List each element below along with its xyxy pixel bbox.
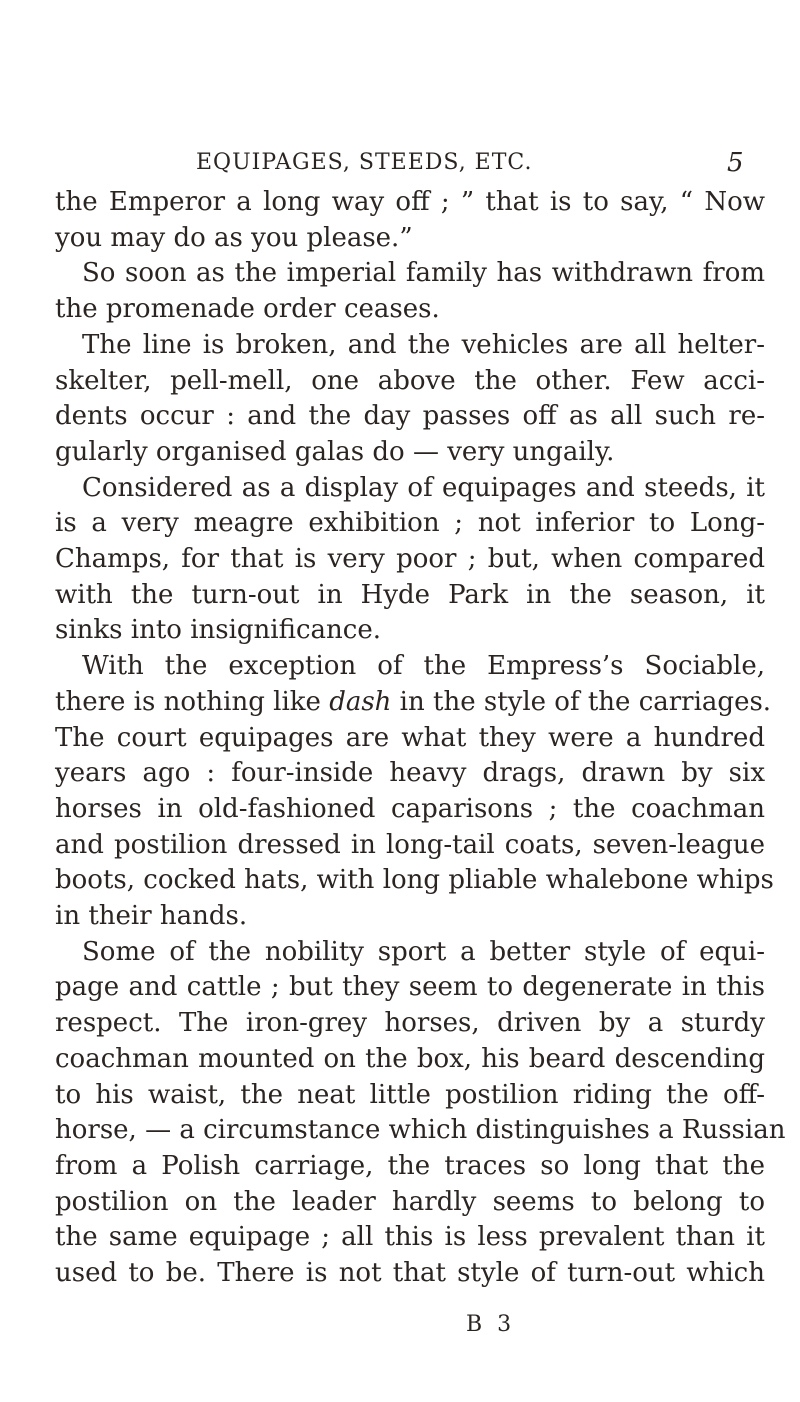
text-line: with the turn-out in Hyde Park in the season, it — [55, 579, 765, 610]
text-line: boots, cocked hats, with long pliable whalebone whips — [55, 865, 774, 896]
text-line: The line is broken, and the vehicles are all helter- — [82, 329, 765, 360]
running-title: EQUIPAGES, STEEDS, ETC. — [196, 150, 533, 175]
text-line: sinks into insignificance. — [55, 615, 381, 646]
text-line: With the exception of the Empress’s Sociable, — [82, 651, 765, 682]
text-line: Champs, for that is very poor ; but, when compared — [55, 544, 765, 575]
text-line: is a very meagre exhibition ; not inferior to Long- — [55, 508, 765, 539]
text-line: postilion on the leader hardly seems to belong to — [55, 1186, 765, 1217]
text-line: Considered as a display of equipages and steeds, it — [82, 472, 765, 503]
body-text — [55, 185, 786, 1292]
text-line: dents occur : and the day passes off as all such re- — [55, 401, 765, 432]
text-line: horses in old-fashioned caparisons ; the coachman — [55, 793, 765, 824]
text-line: horse, — a circumstance which distinguishes a Russian — [55, 1115, 786, 1146]
text-line: the Emperor a long way off ; ” that is to say, “ Now — [55, 187, 765, 217]
emphasis: dash — [329, 686, 392, 717]
text-line: So soon as the imperial family has withdrawn from — [82, 258, 765, 289]
page-number: 5 — [727, 148, 744, 178]
text-line: from a Polish carriage, the traces so long that the — [55, 1150, 765, 1181]
text-line: years ago : four-inside heavy drags, drawn by six — [55, 758, 765, 789]
text-line: to his waist, the neat little postilion riding the off- — [55, 1079, 765, 1110]
text-line: The court equipages are what they were a hundred — [55, 722, 765, 753]
text-line: skelter, pell-mell, one above the other. Few acci- — [55, 365, 765, 396]
text-line: the same equipage ; all this is less prevalent than it — [55, 1222, 765, 1253]
text-line: respect. The iron-grey horses, driven by a sturdy — [55, 1008, 765, 1039]
text-line: page and cattle ; but they seem to degenerate in this — [55, 972, 765, 1003]
text-line: used to be. There is not that style of turn-out which — [55, 1258, 765, 1289]
signature-mark: B 3 — [466, 1312, 516, 1337]
text-line: there is nothing like dash in the style of the carriages. — [55, 686, 772, 717]
text-line: the promenade order ceases. — [55, 294, 440, 325]
text-line: you may do as you please.” — [55, 222, 413, 253]
text-line: in their hands. — [55, 901, 248, 932]
text-line: gularly organised galas do — very ungaily. — [55, 436, 615, 467]
text-line: coachman mounted on the box, his beard descending — [55, 1043, 765, 1074]
text-line: Some of the nobility sport a better style of equi- — [82, 936, 765, 967]
text-line: and postilion dressed in long-tail coats, seven-league — [55, 829, 765, 860]
